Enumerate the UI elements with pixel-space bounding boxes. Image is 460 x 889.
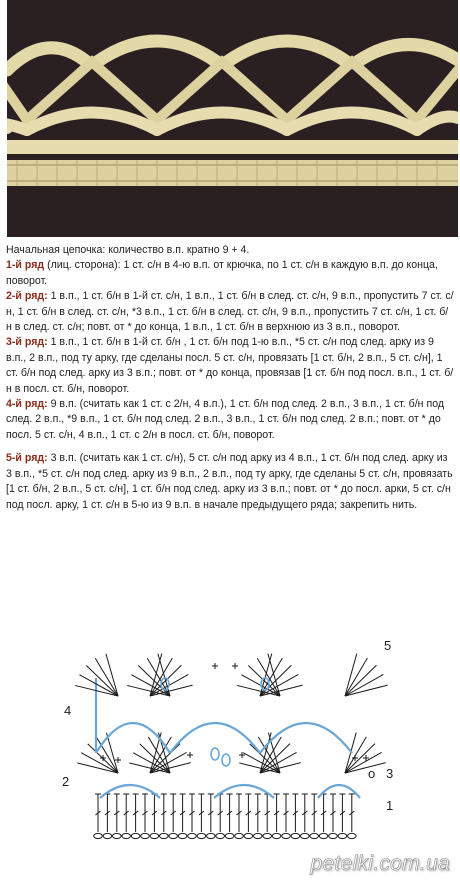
fan-stitch-top	[268, 733, 269, 737]
top-fan-stitch-top	[271, 654, 272, 658]
watermark: petelki.com.ua	[310, 852, 450, 875]
chain-stitch	[188, 833, 197, 838]
chain-stitch	[131, 833, 140, 838]
row-label: 3-й ряд:	[6, 336, 48, 349]
row-number-2: 2	[62, 774, 70, 789]
chain-arch	[318, 785, 360, 798]
fan-stitch	[81, 764, 118, 773]
chain-stitch	[272, 833, 281, 838]
single-crochet-stitch	[232, 663, 238, 669]
chain-stitch	[178, 833, 187, 838]
top-fan-stitch-top	[380, 674, 383, 676]
chain-stitch	[225, 833, 234, 838]
pattern-instructions	[6, 243, 454, 513]
fan-stitch-top	[378, 752, 381, 754]
fan-stitch-top	[243, 753, 247, 755]
top-fan-stitch-top	[356, 654, 357, 658]
row-label: 1-й ряд	[6, 259, 45, 272]
chain-stitch	[160, 833, 169, 838]
fan-stitch-top	[297, 763, 301, 764]
row-number-1: 1	[386, 798, 394, 813]
fan-stitch-top	[364, 737, 366, 740]
chain-stitch	[94, 833, 103, 838]
row-text: 9 в.п. (считать как 1 ст. с 2/н, 4 в.п.), 1 ст. б/н под след. 2 в.п., 3 в.п., 1 ст. б/н под след. 2 в.п., *9 в.п., 1 ст. б/н под след. 2 в.п., 3 в.п., 1 ст. б/н под след. 2 в.п.; повт. от * до посл. 5 ст. с/н, 4 в.п., 1 ст. с 2/н в посл. ст. б/н, поворот.	[6, 398, 445, 441]
chain-stitch	[103, 833, 112, 838]
top-fan-stitch-top	[257, 658, 259, 661]
row-text: 1 в.п., 1 ст. б/н в 1-й ст. б/н , 1 ст. б/н под 1-ю в.п., *5 ст. с/н под след. арку из 9 в.п., 2 в.п., под ту арку, где сделаны посл. 5 ст. с/н, провязать [1 ст. б/н, 2 в.п., 5 ст. с/н], 1 ст. б/н под след. арку из 3 в.п.; повт. от * до конца, провязав [1 ст. б/н под посл. в.п., 1 ст. б/н в посл. ст. б/н, поворот.	[6, 336, 454, 395]
top-fan-stitch-top	[185, 674, 188, 676]
row-number-5: 5	[384, 638, 392, 653]
single-crochet-stitch	[115, 757, 121, 763]
chain-stitch	[253, 833, 262, 838]
top-fan-stitch-top	[138, 665, 141, 668]
fan-stitch-top	[140, 744, 143, 747]
top-fan-stitch-top	[299, 685, 303, 686]
top-fan-stitch-top	[161, 654, 162, 658]
chain-stitch	[310, 833, 319, 838]
chain-stitch	[122, 833, 131, 838]
top-fan-stitch-top	[248, 665, 251, 668]
chain-stitch	[141, 833, 150, 838]
chain-stitch	[150, 833, 159, 838]
row-label: 4-й ряд:	[6, 398, 48, 411]
top-fan-stitch-top	[86, 665, 89, 668]
chain-loop	[211, 748, 219, 760]
chain-stitch	[282, 833, 291, 838]
chain-stitch	[169, 833, 178, 838]
chain-loop	[222, 754, 230, 766]
top-fan-stitch-top	[170, 658, 172, 661]
chain-stitch	[197, 833, 206, 838]
crochet-chart	[0, 608, 460, 884]
fan-stitch-top	[355, 733, 356, 737]
fan-stitch-top	[129, 763, 133, 764]
fan-stitch-top	[382, 763, 386, 764]
fan-stitch-top	[133, 753, 137, 755]
row-label: 5-й ряд:	[6, 452, 48, 465]
lace-photo	[7, 0, 458, 237]
top-fan-stitch-top	[147, 658, 149, 661]
chain-stitch	[291, 833, 300, 838]
lattice-arch	[96, 723, 170, 753]
top-fan-stitch-top	[95, 658, 97, 661]
row-number-3: 3	[386, 766, 394, 781]
chain-stitch	[216, 833, 225, 838]
chain-stitch	[263, 833, 272, 838]
top-fan-stitch-top	[189, 685, 193, 686]
single-crochet-stitch	[187, 752, 193, 758]
fan-stitch-top	[287, 744, 290, 747]
top-fan-stitch-top	[384, 685, 388, 686]
fan-stitch	[345, 764, 382, 773]
top-fan-stitch-top	[127, 685, 131, 686]
chain-stitch	[329, 833, 338, 838]
top-fan-stitch-top	[106, 654, 107, 658]
chain-arch	[100, 785, 160, 798]
fan-stitch-top	[160, 733, 161, 737]
chain-stitch	[207, 833, 216, 838]
top-fan-stitch-top	[365, 658, 367, 661]
row-4-instruction	[6, 397, 454, 443]
fan-stitch-top	[183, 752, 186, 754]
row-1-instruction	[6, 258, 454, 289]
chain-stitch	[301, 833, 310, 838]
fan-stitch-top	[239, 763, 243, 764]
top-fan-stitch-top	[374, 665, 377, 668]
top-fan-stitch-top	[131, 675, 135, 677]
single-crochet-stitch	[212, 663, 218, 669]
fan-stitch-top	[81, 753, 85, 755]
top-fan-stitch-top	[75, 685, 79, 686]
fan-stitch-top	[270, 733, 271, 737]
top-fan-stitch-top	[268, 654, 269, 658]
top-fan-stitch	[79, 686, 118, 696]
top-fan-stitch-top	[241, 675, 245, 677]
fan-stitch-top	[148, 737, 150, 740]
row-3-start-marker: o	[368, 766, 376, 781]
lattice-arch	[260, 723, 352, 753]
row-2-instruction	[6, 289, 454, 335]
top-fan-stitch-top	[280, 658, 282, 661]
chain-stitch	[113, 833, 122, 838]
intro-line: Начальная цепочка: количество в.п. кратно 9 + 4.	[6, 244, 250, 256]
top-fan-stitch-top	[179, 665, 182, 668]
top-fan-stitch-top	[237, 685, 241, 686]
top-fan-stitch	[345, 686, 384, 696]
top-fan-stitch-top	[158, 654, 159, 658]
chain-stitch	[244, 833, 253, 838]
row-3-instruction	[6, 335, 454, 397]
fan-stitch-top	[258, 737, 260, 740]
chain-stitch	[348, 833, 357, 838]
row-text: 3 в.п. (считать как 1 ст. с/н), 5 ст. с/н под арку из 4 в.п., 1 ст. б/н под след. арку из 3 в.п., *5 ст. с/н под след. арку из 9 в.п., 2 в.п., под ту арку, где сделаны 5 ст. с/н, провязать [1 ст. б/н, 2 в.п., 5 ст. с/н], 1 ст. б/н под след. арку из 3 в.п.; повт. от * до посл. арки, 5 ст. с/н под посл. арку, 1 ст. с/н в 5-ю из 9 в.п. в начале предыдущего ряда; закрепить нить.	[6, 452, 453, 511]
chain-stitch	[235, 833, 244, 838]
fan-stitch-top	[372, 744, 375, 747]
row-number-4: 4	[64, 703, 72, 718]
fan-stitch-top	[279, 737, 281, 740]
lace-photo-drawing	[7, 0, 458, 237]
top-fan-stitch-top	[295, 674, 298, 676]
row-label: 2-й ряд:	[6, 290, 48, 303]
row-5-instruction	[6, 451, 454, 513]
chain-stitch	[319, 833, 328, 838]
chain-arch	[214, 785, 274, 798]
row-text: (лиц. сторона): 1 ст. с/н в 4-ю в.п. от крючка, по 1 ст. с/н в каждую в.п. до конца, поворот.	[6, 259, 438, 287]
fan-stitch-top	[88, 744, 91, 747]
chain-stitch	[338, 833, 347, 838]
top-fan-stitch-top	[79, 675, 83, 677]
fan-stitch-top	[187, 763, 191, 764]
top-fan-stitch-top	[289, 665, 292, 668]
fan-stitch-top	[169, 737, 171, 740]
fan-stitch-top	[77, 763, 81, 764]
row-text: 1 в.п., 1 ст. б/н в 1-й ст. с/н, 1 в.п., 1 ст. б/н в след. ст. с/н, 9 в.п., пропустить 7 ст. с/н, 1 ст. б/н в след. ст. с/н, *3 в.п., 1 ст. б/н в след. ст. с/н, 9 в.п., пропустить 7 ст. с/н, 1 ст. б/н в след. ст. с/н; повт. от * до конца, 1 в.п., 1 ст. б/н в верхнюю из 3 в.п., поворот.	[6, 290, 454, 334]
fan-stitch-top	[293, 752, 296, 754]
